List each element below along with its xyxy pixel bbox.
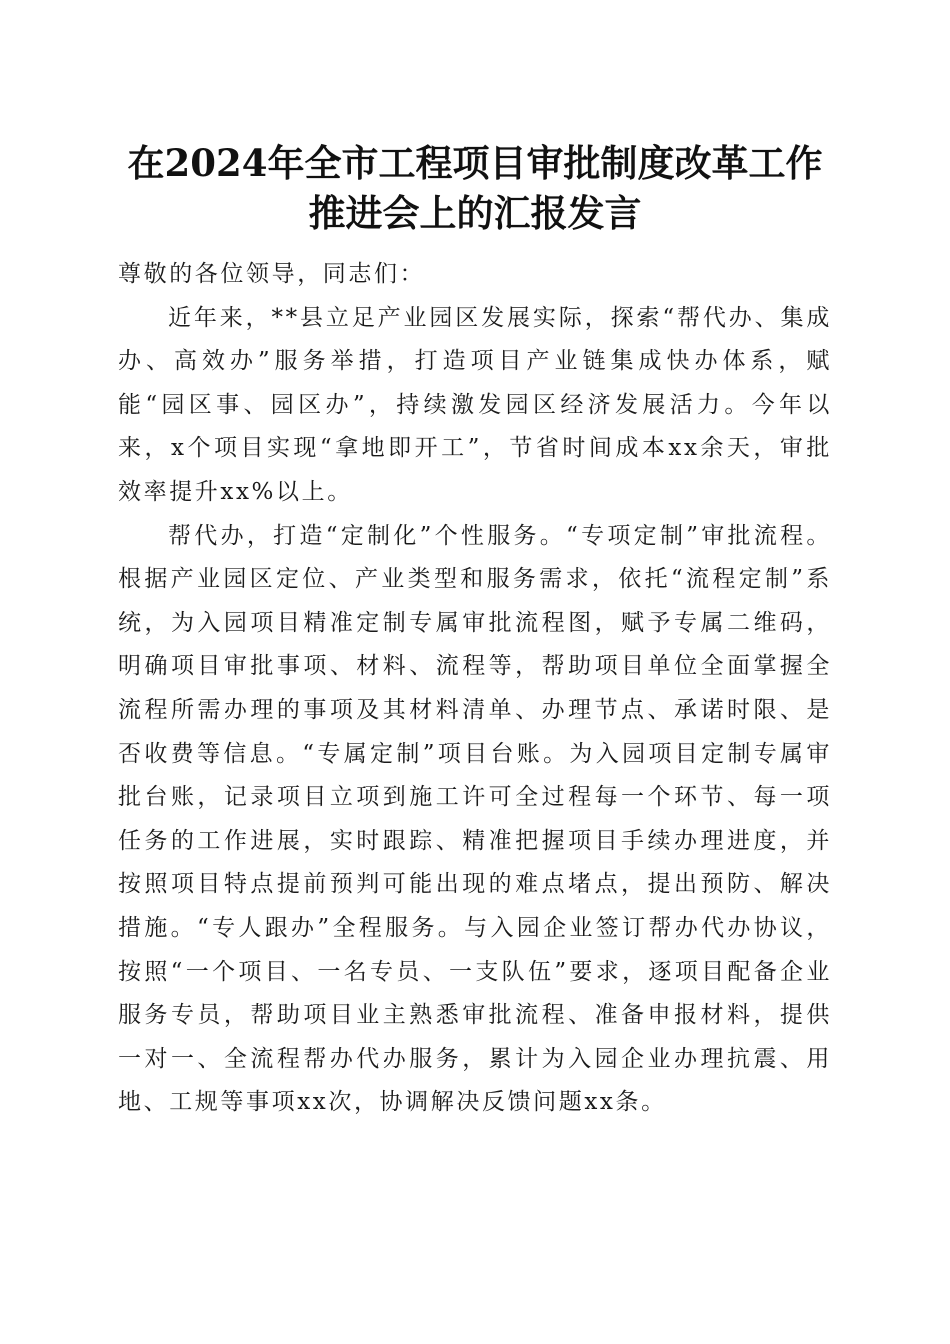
document-body bbox=[118, 253, 832, 1125]
paragraph-service: 帮代办，打造“定制化”个性服务。“专项定制”审批流程。根据产业园区定位、产业类型和服务需求，依托“流程定制”系统，为入园项目精准定制专属审批流程图，赋予专属二维码，明确项目审批事项、材料、流程等，帮助项目单位全面掌握全流程所需办理的事项及其材料清单、办理节点、承诺时限、是否收费等信息。“专属定制”项目台账。为入园项目定制专属审批台账，记录项目立项到施工许可全过程每一个环节、每一项任务的工作进展，实时跟踪、精准把握项目手续办理进度，并按照项目特点提前预判可能出现的难点堵点，提出预防、解决措施。“专人跟办”全程服务。与入园企业签订帮办代办协议，按照“一个项目、一名专员、一支队伍”要求，逐项目配备企业服务专员，帮助项目业主熟悉审批流程、准备申报材料，提供一对一、全流程帮办代办服务，累计为入园企业办理抗震、用地、工规等事项xx次，协调解决反馈问题xx条。 bbox=[118, 522, 832, 1116]
document-title: 在2024年全市工程项目审批制度改革工作推进会上的汇报发言 bbox=[127, 141, 823, 235]
paragraph-intro: 近年来，**县立足产业园区发展实际，探索“帮代办、集成办、高效办”服务举措，打造项目产业链集成快办体系，赋能“园区事、园区办”，持续激发园区经济发展活力。今年以来，x个项目实现“拿地即开工”，节省时间成本xx余天，审批效率提升xx%以上。 bbox=[118, 304, 832, 505]
salutation: 尊敬的各位领导，同志们： bbox=[118, 261, 426, 287]
